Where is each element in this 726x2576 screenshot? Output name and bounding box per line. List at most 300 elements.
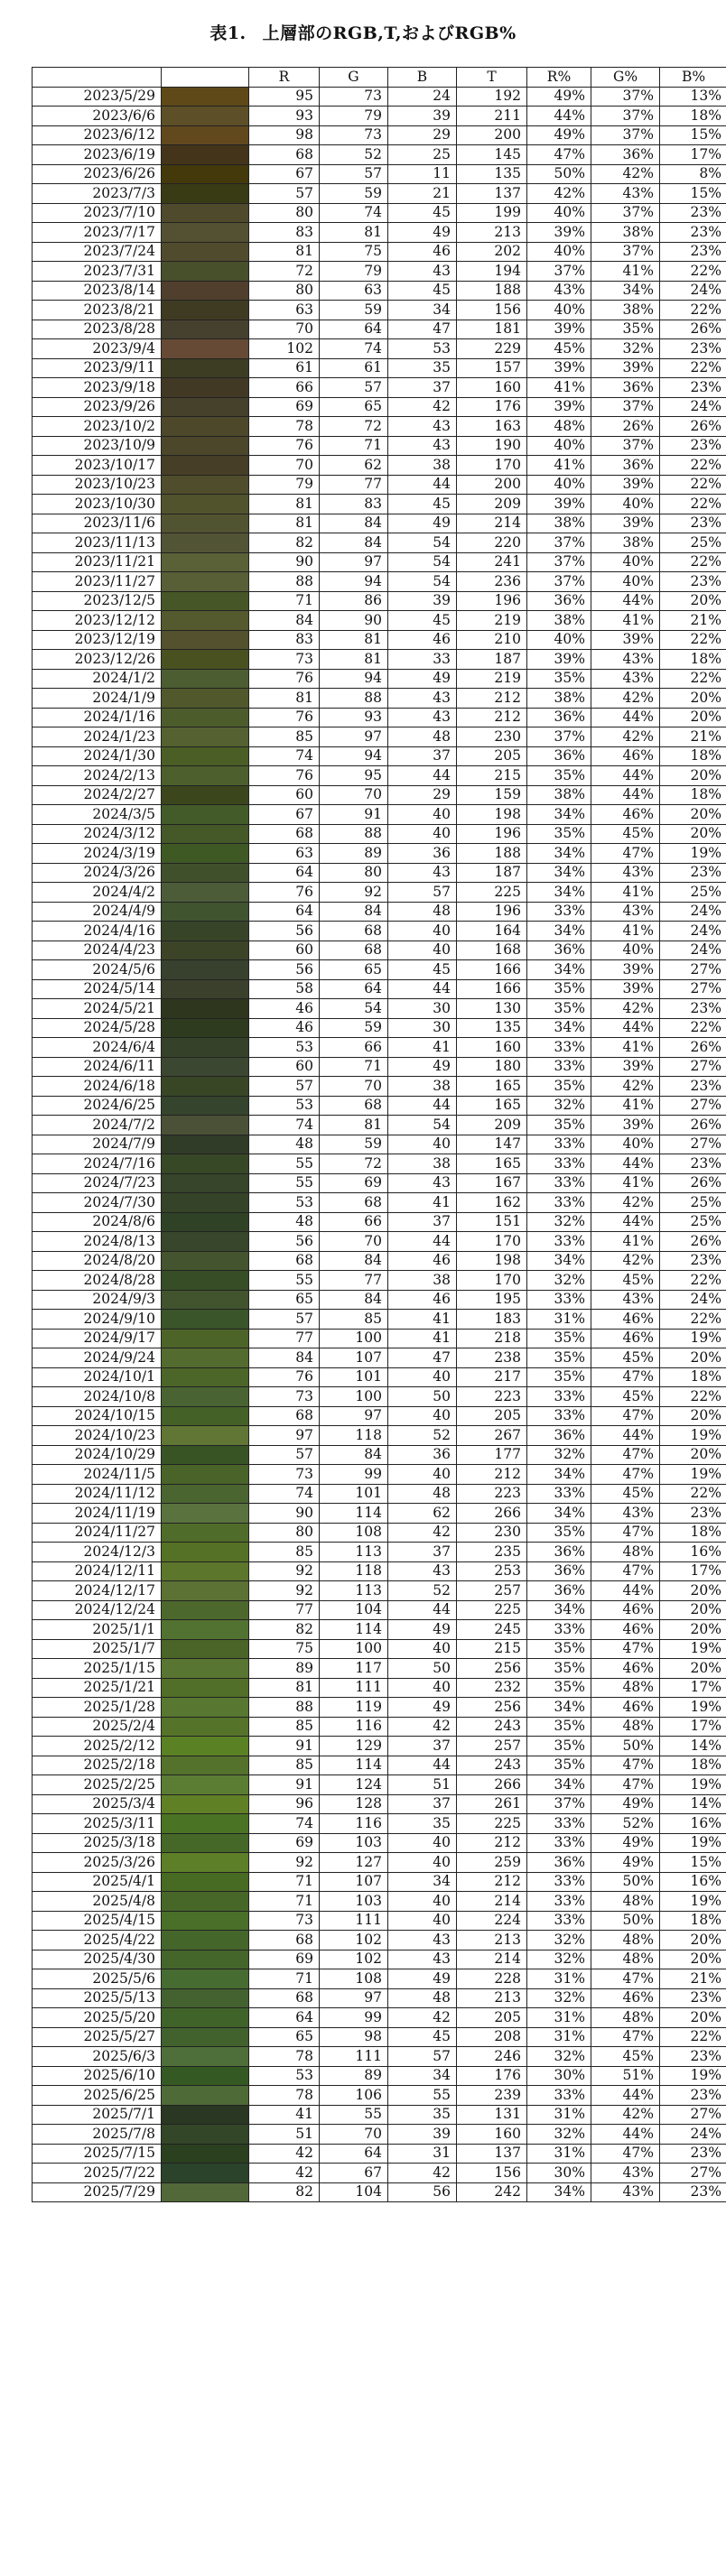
table-row — [33, 436, 726, 456]
r-pct-cell: 33% — [527, 1814, 591, 1834]
b-pct-cell: 20% — [660, 1659, 726, 1679]
r-pct-cell: 36% — [527, 1543, 591, 1562]
r-cell: 74 — [249, 1814, 320, 1834]
t-cell: 225 — [457, 883, 527, 903]
color-swatch — [162, 107, 249, 126]
date-cell: 2024/9/10 — [33, 1310, 162, 1330]
color-swatch — [162, 1504, 249, 1524]
table-row — [33, 2164, 726, 2183]
g-pct-cell: 37% — [591, 125, 660, 145]
table-row — [33, 1057, 726, 1077]
table-row — [33, 301, 726, 320]
g-pct-cell: 38% — [591, 301, 660, 320]
g-cell: 57 — [320, 378, 388, 398]
r-pct-cell: 33% — [527, 1290, 591, 1310]
g-cell: 68 — [320, 1096, 388, 1116]
b-cell: 54 — [388, 533, 457, 553]
b-cell: 39 — [388, 107, 457, 126]
g-pct-cell: 44% — [591, 708, 660, 727]
r-cell: 84 — [249, 1348, 320, 1368]
b-cell: 44 — [388, 1232, 457, 1252]
color-swatch — [162, 533, 249, 553]
table-row — [33, 1018, 726, 1038]
g-pct-cell: 46% — [591, 746, 660, 766]
r-cell: 90 — [249, 1504, 320, 1524]
r-pct-cell: 36% — [527, 708, 591, 727]
table-row — [33, 922, 726, 941]
t-cell: 165 — [457, 1077, 527, 1097]
color-swatch — [162, 1775, 249, 1795]
b-cell: 40 — [388, 805, 457, 825]
date-cell: 2024/4/9 — [33, 902, 162, 922]
b-cell: 29 — [388, 125, 457, 145]
g-cell: 101 — [320, 1367, 388, 1387]
g-pct-cell: 47% — [591, 1367, 660, 1387]
date-cell: 2023/7/10 — [33, 203, 162, 223]
g-cell: 68 — [320, 941, 388, 960]
r-pct-cell: 37% — [527, 1794, 591, 1814]
r-cell: 48 — [249, 1135, 320, 1154]
b-pct-cell: 24% — [660, 902, 726, 922]
table-title — [0, 20, 726, 44]
b-pct-cell: 23% — [660, 2047, 726, 2067]
r-cell: 82 — [249, 2182, 320, 2202]
g-pct-cell: 41% — [591, 262, 660, 282]
date-cell: 2024/5/6 — [33, 960, 162, 980]
r-pct-cell: 40% — [527, 301, 591, 320]
g-cell: 97 — [320, 552, 388, 572]
color-swatch — [162, 1950, 249, 1969]
b-pct-cell: 19% — [660, 1426, 726, 1446]
b-pct-cell: 20% — [660, 805, 726, 825]
b-cell: 42 — [388, 2164, 457, 2183]
b-pct-cell: 20% — [660, 1600, 726, 1620]
r-cell: 78 — [249, 2086, 320, 2106]
r-cell: 66 — [249, 378, 320, 398]
r-cell: 91 — [249, 1737, 320, 1756]
table-row — [33, 1406, 726, 1426]
b-cell: 49 — [388, 1057, 457, 1077]
table-row — [33, 1892, 726, 1912]
b-pct-cell: 17% — [660, 1717, 726, 1737]
g-pct-cell: 47% — [591, 1756, 660, 1775]
r-pct-cell: 30% — [527, 2164, 591, 2183]
g-cell: 103 — [320, 1892, 388, 1912]
b-pct-cell: 24% — [660, 2125, 726, 2145]
r-pct-cell: 33% — [527, 1173, 591, 1193]
table-row — [33, 1135, 726, 1154]
table-row — [33, 223, 726, 243]
b-pct-cell: 19% — [660, 844, 726, 864]
b-cell: 34 — [388, 301, 457, 320]
table-row — [33, 1794, 726, 1814]
b-pct-cell: 23% — [660, 1988, 726, 2008]
b-pct-cell: 23% — [660, 863, 726, 883]
r-pct-cell: 34% — [527, 805, 591, 825]
g-pct-cell: 42% — [591, 689, 660, 709]
t-cell: 214 — [457, 514, 527, 533]
b-cell: 55 — [388, 2086, 457, 2106]
table-row — [33, 1969, 726, 1989]
color-swatch — [162, 1096, 249, 1116]
r-pct-cell: 35% — [527, 1367, 591, 1387]
r-cell: 79 — [249, 475, 320, 495]
t-cell: 212 — [457, 689, 527, 709]
r-pct-cell: 36% — [527, 746, 591, 766]
g-cell: 65 — [320, 960, 388, 980]
t-cell: 225 — [457, 1600, 527, 1620]
r-pct-cell: 35% — [527, 1639, 591, 1659]
color-swatch — [162, 1639, 249, 1659]
color-swatch — [162, 125, 249, 145]
table-row — [33, 397, 726, 417]
g-cell: 116 — [320, 1814, 388, 1834]
b-cell: 52 — [388, 1581, 457, 1601]
b-cell: 35 — [388, 1814, 457, 1834]
g-pct-cell: 49% — [591, 1853, 660, 1873]
b-cell: 47 — [388, 320, 457, 339]
t-cell: 256 — [457, 1698, 527, 1718]
g-cell: 84 — [320, 1445, 388, 1465]
table-row — [33, 844, 726, 864]
b-pct-cell: 22% — [660, 1387, 726, 1407]
t-cell: 181 — [457, 320, 527, 339]
color-swatch — [162, 2008, 249, 2028]
g-pct-cell: 46% — [591, 1659, 660, 1679]
g-cell: 108 — [320, 1969, 388, 1989]
t-cell: 202 — [457, 242, 527, 262]
r-cell: 85 — [249, 1717, 320, 1737]
color-swatch — [162, 863, 249, 883]
g-cell: 117 — [320, 1659, 388, 1679]
date-cell: 2024/7/2 — [33, 1116, 162, 1135]
r-pct-cell: 32% — [527, 1445, 591, 1465]
table-row — [33, 1426, 726, 1446]
table-row — [33, 1678, 726, 1698]
r-cell: 73 — [249, 1911, 320, 1931]
r-cell: 72 — [249, 262, 320, 282]
date-cell: 2023/10/17 — [33, 456, 162, 476]
table-row — [33, 2105, 726, 2125]
t-cell: 212 — [457, 1833, 527, 1853]
t-cell: 245 — [457, 1620, 527, 1640]
r-pct-cell: 31% — [527, 1969, 591, 1989]
g-cell: 66 — [320, 1038, 388, 1058]
color-swatch — [162, 301, 249, 320]
r-cell: 84 — [249, 611, 320, 631]
date-cell: 2024/5/14 — [33, 979, 162, 999]
g-cell: 81 — [320, 223, 388, 243]
r-cell: 55 — [249, 1271, 320, 1291]
g-pct-cell: 49% — [591, 1794, 660, 1814]
table-row — [33, 262, 726, 282]
b-pct-cell: 24% — [660, 1290, 726, 1310]
r-pct-cell: 31% — [527, 1310, 591, 1330]
g-pct-cell: 36% — [591, 145, 660, 165]
b-cell: 45 — [388, 611, 457, 631]
g-cell: 97 — [320, 727, 388, 747]
table-row — [33, 1445, 726, 1465]
g-pct-cell: 36% — [591, 456, 660, 476]
b-cell: 36 — [388, 1445, 457, 1465]
b-pct-cell: 19% — [660, 1833, 726, 1853]
r-pct-cell: 40% — [527, 242, 591, 262]
g-pct-cell: 36% — [591, 378, 660, 398]
t-cell: 208 — [457, 2027, 527, 2047]
date-cell: 2023/6/12 — [33, 125, 162, 145]
t-cell: 230 — [457, 727, 527, 747]
g-cell: 81 — [320, 630, 388, 650]
date-cell: 2023/9/4 — [33, 339, 162, 359]
b-cell: 43 — [388, 417, 457, 437]
g-pct-cell: 44% — [591, 1581, 660, 1601]
b-cell: 41 — [388, 1193, 457, 1213]
color-swatch — [162, 1387, 249, 1407]
r-cell: 78 — [249, 2047, 320, 2067]
g-cell: 101 — [320, 1484, 388, 1504]
g-pct-cell: 44% — [591, 2086, 660, 2106]
t-cell: 188 — [457, 281, 527, 301]
r-cell: 69 — [249, 1833, 320, 1853]
b-cell: 40 — [388, 1911, 457, 1931]
r-cell: 68 — [249, 824, 320, 844]
date-cell: 2024/1/16 — [33, 708, 162, 727]
b-cell: 54 — [388, 572, 457, 592]
color-swatch — [162, 1465, 249, 1485]
r-cell: 71 — [249, 1892, 320, 1912]
r-pct-cell: 35% — [527, 766, 591, 786]
g-cell: 72 — [320, 1154, 388, 1174]
g-pct-cell: 37% — [591, 436, 660, 456]
g-cell: 128 — [320, 1794, 388, 1814]
b-cell: 45 — [388, 960, 457, 980]
g-cell: 68 — [320, 922, 388, 941]
r-cell: 102 — [249, 339, 320, 359]
g-pct-cell: 39% — [591, 630, 660, 650]
header-g-pct: G% — [591, 68, 660, 88]
color-swatch — [162, 2182, 249, 2202]
date-cell: 2024/1/2 — [33, 669, 162, 689]
b-pct-cell: 26% — [660, 320, 726, 339]
g-pct-cell: 42% — [591, 1193, 660, 1213]
date-cell: 2023/7/24 — [33, 242, 162, 262]
t-cell: 223 — [457, 1484, 527, 1504]
g-cell: 98 — [320, 2027, 388, 2047]
g-pct-cell: 43% — [591, 669, 660, 689]
t-cell: 223 — [457, 1387, 527, 1407]
b-cell: 40 — [388, 1367, 457, 1387]
g-cell: 104 — [320, 1600, 388, 1620]
color-swatch — [162, 164, 249, 184]
table-row — [33, 689, 726, 709]
date-cell: 2024/6/18 — [33, 1077, 162, 1097]
r-pct-cell: 37% — [527, 727, 591, 747]
g-cell: 124 — [320, 1775, 388, 1795]
color-swatch — [162, 572, 249, 592]
t-cell: 159 — [457, 785, 527, 805]
b-cell: 57 — [388, 883, 457, 903]
r-cell: 57 — [249, 184, 320, 204]
r-cell: 63 — [249, 301, 320, 320]
b-cell: 42 — [388, 397, 457, 417]
r-cell: 80 — [249, 1523, 320, 1543]
table-row — [33, 727, 726, 747]
date-cell: 2025/4/8 — [33, 1892, 162, 1912]
t-cell: 170 — [457, 1232, 527, 1252]
r-pct-cell: 37% — [527, 262, 591, 282]
table-row — [33, 1561, 726, 1581]
b-pct-cell: 19% — [660, 1639, 726, 1659]
b-pct-cell: 26% — [660, 1038, 726, 1058]
date-cell: 2023/10/30 — [33, 495, 162, 514]
b-pct-cell: 20% — [660, 708, 726, 727]
b-cell: 43 — [388, 1931, 457, 1951]
g-pct-cell: 42% — [591, 2105, 660, 2125]
date-cell: 2023/11/27 — [33, 572, 162, 592]
g-cell: 118 — [320, 1426, 388, 1446]
date-cell: 2024/11/19 — [33, 1504, 162, 1524]
table-row — [33, 475, 726, 495]
g-cell: 111 — [320, 1911, 388, 1931]
t-cell: 232 — [457, 1678, 527, 1698]
color-swatch — [162, 1717, 249, 1737]
color-swatch — [162, 1988, 249, 2008]
g-pct-cell: 32% — [591, 339, 660, 359]
b-cell: 49 — [388, 669, 457, 689]
b-pct-cell: 21% — [660, 1969, 726, 1989]
table-row — [33, 941, 726, 960]
b-pct-cell: 27% — [660, 1057, 726, 1077]
g-pct-cell: 38% — [591, 533, 660, 553]
t-cell: 225 — [457, 1814, 527, 1834]
t-cell: 145 — [457, 145, 527, 165]
b-cell: 56 — [388, 2182, 457, 2202]
color-swatch — [162, 1931, 249, 1951]
t-cell: 257 — [457, 1737, 527, 1756]
table-row — [33, 1988, 726, 2008]
date-cell: 2025/5/6 — [33, 1969, 162, 1989]
table-row — [33, 650, 726, 670]
t-cell: 164 — [457, 922, 527, 941]
g-pct-cell: 46% — [591, 805, 660, 825]
date-cell: 2024/9/17 — [33, 1329, 162, 1348]
b-cell: 43 — [388, 1561, 457, 1581]
g-pct-cell: 41% — [591, 611, 660, 631]
b-pct-cell: 23% — [660, 999, 726, 1019]
table-row — [33, 883, 726, 903]
t-cell: 176 — [457, 2066, 527, 2086]
r-pct-cell: 48% — [527, 417, 591, 437]
b-cell: 40 — [388, 1833, 457, 1853]
t-cell: 190 — [457, 436, 527, 456]
b-pct-cell: 20% — [660, 1348, 726, 1368]
color-swatch — [162, 591, 249, 611]
t-cell: 199 — [457, 203, 527, 223]
r-cell: 96 — [249, 1794, 320, 1814]
g-pct-cell: 39% — [591, 1116, 660, 1135]
color-swatch — [162, 1445, 249, 1465]
g-pct-cell: 39% — [591, 979, 660, 999]
table-row — [33, 203, 726, 223]
t-cell: 253 — [457, 1561, 527, 1581]
date-cell: 2024/9/24 — [33, 1348, 162, 1368]
t-cell: 236 — [457, 572, 527, 592]
table-row — [33, 107, 726, 126]
b-pct-cell: 20% — [660, 1931, 726, 1951]
table-row — [33, 1077, 726, 1097]
table-row — [33, 1600, 726, 1620]
g-cell: 61 — [320, 358, 388, 378]
color-swatch — [162, 1853, 249, 1873]
r-pct-cell: 40% — [527, 436, 591, 456]
color-swatch — [162, 1659, 249, 1679]
r-cell: 69 — [249, 397, 320, 417]
t-cell: 214 — [457, 1892, 527, 1912]
g-pct-cell: 46% — [591, 1988, 660, 2008]
r-cell: 56 — [249, 922, 320, 941]
r-cell: 68 — [249, 1931, 320, 1951]
t-cell: 212 — [457, 1872, 527, 1892]
g-pct-cell: 39% — [591, 1057, 660, 1077]
b-cell: 41 — [388, 1329, 457, 1348]
date-cell: 2025/7/22 — [33, 2164, 162, 2183]
date-cell: 2025/3/4 — [33, 1794, 162, 1814]
r-pct-cell: 35% — [527, 1077, 591, 1097]
t-cell: 198 — [457, 805, 527, 825]
t-cell: 166 — [457, 979, 527, 999]
r-cell: 60 — [249, 1057, 320, 1077]
date-cell: 2023/10/9 — [33, 436, 162, 456]
date-cell: 2025/7/1 — [33, 2105, 162, 2125]
r-cell: 83 — [249, 630, 320, 650]
color-swatch — [162, 1426, 249, 1446]
t-cell: 217 — [457, 1367, 527, 1387]
g-pct-cell: 44% — [591, 785, 660, 805]
table-row — [33, 611, 726, 631]
color-swatch — [162, 979, 249, 999]
table-row — [33, 1329, 726, 1348]
r-pct-cell: 40% — [527, 475, 591, 495]
r-cell: 60 — [249, 941, 320, 960]
color-swatch — [162, 2047, 249, 2067]
t-cell: 160 — [457, 378, 527, 398]
r-pct-cell: 34% — [527, 922, 591, 941]
b-cell: 34 — [388, 2066, 457, 2086]
b-pct-cell: 22% — [660, 2027, 726, 2047]
table-row — [33, 902, 726, 922]
b-pct-cell: 20% — [660, 2008, 726, 2028]
b-pct-cell: 21% — [660, 727, 726, 747]
date-cell: 2023/9/11 — [33, 358, 162, 378]
color-swatch — [162, 1523, 249, 1543]
table-row — [33, 1737, 726, 1756]
b-pct-cell: 18% — [660, 1367, 726, 1387]
b-pct-cell: 20% — [660, 1620, 726, 1640]
g-cell: 70 — [320, 2125, 388, 2145]
r-pct-cell: 34% — [527, 1465, 591, 1485]
r-pct-cell: 35% — [527, 1329, 591, 1348]
color-swatch — [162, 1872, 249, 1892]
g-pct-cell: 42% — [591, 727, 660, 747]
r-cell: 53 — [249, 1038, 320, 1058]
color-swatch — [162, 495, 249, 514]
b-cell: 37 — [388, 1212, 457, 1232]
b-pct-cell: 23% — [660, 203, 726, 223]
g-pct-cell: 39% — [591, 475, 660, 495]
g-pct-cell: 47% — [591, 1523, 660, 1543]
g-pct-cell: 43% — [591, 1504, 660, 1524]
g-pct-cell: 47% — [591, 1465, 660, 1485]
